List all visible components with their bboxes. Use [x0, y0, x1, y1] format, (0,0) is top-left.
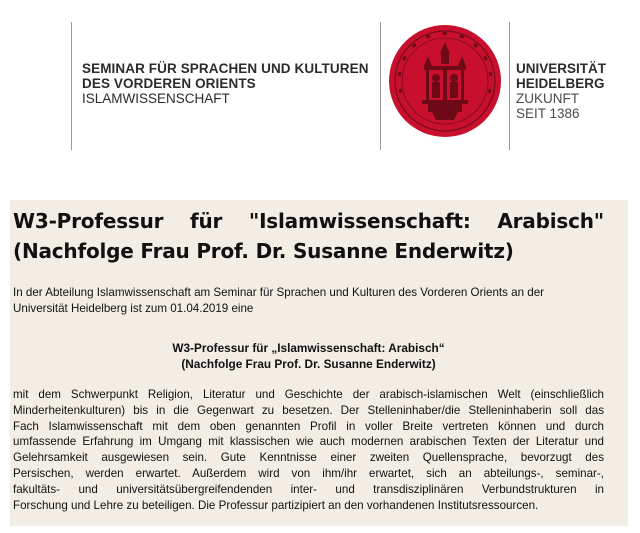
- department-line-2: DES VORDEREN ORIENTS: [82, 76, 256, 91]
- notice-title-line-1: W3-Professur für "Islamwissenschaft: Arabisch": [13, 209, 604, 233]
- university-line-1: UNIVERSITÄT: [516, 61, 607, 76]
- left-divider: [71, 22, 72, 150]
- intro-line-1: In der Abteilung Islamwissenschaft am Seminar für Sprachen und Kulturen des Vorderen Orients an der: [13, 286, 545, 299]
- university-line-3: ZUKUNFT: [516, 91, 579, 106]
- body-line: Gelehrsamkeit ausgewiesen sein. Gute Kenntnisse einer zweiten Quellensprache, bevorzugt des: [13, 451, 604, 465]
- department-line-3: ISLAMWISSENSCHAFT: [82, 91, 230, 106]
- body-line: mit dem Schwerpunkt Religion, Literatur und Geschichte der arabisch-islamischen Welt (einschließlich: [13, 388, 604, 401]
- intro-line-2: Universität Heidelberg ist zum 01.04.2019 eine: [13, 301, 254, 315]
- position-subtitle: [13, 341, 604, 372]
- page-header: [0, 0, 640, 170]
- university-name: [516, 61, 606, 121]
- notice-title: [13, 206, 604, 266]
- notice-body: [13, 387, 604, 513]
- seal-right-divider: [509, 22, 510, 150]
- department-line-1: SEMINAR FÜR SPRACHEN UND KULTUREN: [82, 61, 369, 76]
- notice-intro: [13, 285, 604, 316]
- subtitle-line-1: W3-Professur für „Islamwissenschaft: Arabisch“: [172, 341, 445, 355]
- notice-title-line-2: (Nachfolge Frau Prof. Dr. Susanne Enderwitz): [13, 239, 514, 263]
- university-seal-logo: [388, 24, 502, 138]
- university-line-4: SEIT 1386: [516, 106, 580, 121]
- body-line: Fach Islamwissenschaft mit dem oben genannten Profil in voller Breite vertreten können und durch: [13, 419, 604, 433]
- department-name: [82, 61, 369, 106]
- seal-left-divider: [380, 22, 381, 150]
- university-line-2: HEIDELBERG: [516, 76, 605, 91]
- body-line: Persischen, werden erwartet. Außerdem wird von ihm/ihr erwartet, sich an abteilungs-, seminar-,: [13, 466, 604, 480]
- body-line: Forschung und Lehre zu beteiligen. Die Professur partizipiert an den vorhandenen Institutsressourcen.: [13, 498, 539, 512]
- body-line: umfassende Erfahrung im Umgang mit klassischen wie auch modernen arabischen Texten der Literatur und: [13, 435, 604, 449]
- body-line: fakultäts- und universitätsübergreifendenden inter- und transdisziplinären Verbundstrukturen in: [13, 482, 604, 496]
- subtitle-line-2: (Nachfolge Frau Prof. Dr. Susanne Enderwitz): [181, 356, 436, 371]
- body-line: Minderheitenkulturen) bis in die Gegenwart zu besetzen. Der Stelleninhaber/die Stelleninhaberin soll das: [13, 403, 604, 417]
